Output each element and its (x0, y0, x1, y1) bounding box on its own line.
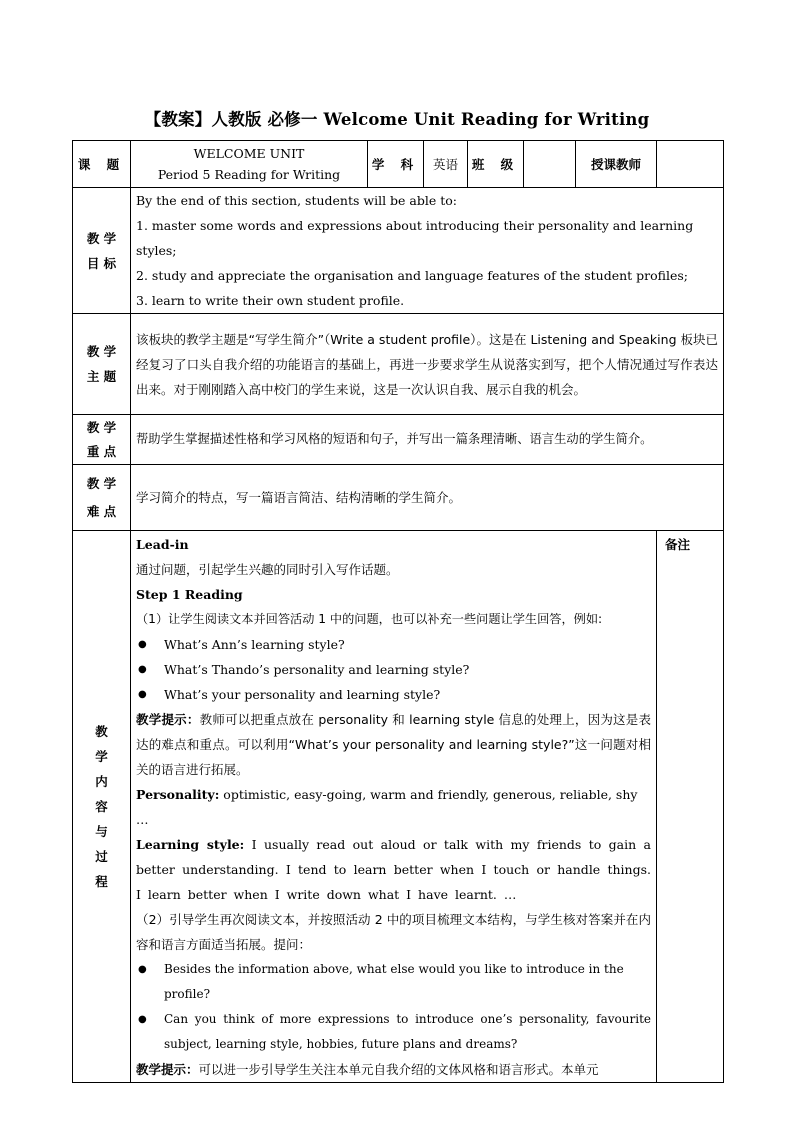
theme-row (73, 314, 724, 415)
topic-value (131, 141, 368, 188)
class-label: 班 级 (468, 141, 524, 188)
difficulties-content: 学习简介的特点，写一篇语言简洁、结构清晰的学生简介。 (131, 465, 724, 531)
teaching-tip-1 (136, 707, 651, 782)
question-item: ● What’s Ann’s learning style? (136, 632, 651, 657)
objective-line: 2. study and appreciate the organisation and language features of the student profiles; (136, 268, 688, 283)
personality-line: Personality: optimistic, easy-going, warm and friendly, generous, reliable, shy … (136, 787, 638, 827)
tip-text: 教师可以把重点放在 personality 和 learning style 信息的处理上，因为这是表达的难点和重点。可以利用“What’s your personality and learning style?”这一问题对相关的语言进行拓展。 (136, 712, 651, 777)
leadin-heading: Lead-in (136, 537, 189, 552)
tip-label: 教学提示： (136, 712, 200, 727)
subject-value: 英语 (424, 141, 468, 188)
leadin-text: 通过问题，引起学生兴趣的同时引入写作话题。 (136, 562, 399, 577)
teacher-value[interactable] (657, 141, 724, 188)
process-label: 教 学 内 容 与 过 程 (73, 531, 131, 1083)
question-item: ● What’s your personality and learning style? (136, 682, 651, 707)
key-points-label: 教 学 重 点 (73, 415, 131, 465)
key-points-row (73, 415, 724, 465)
notes-column: 备注 (657, 531, 724, 1083)
step1-item1: （1）让学生阅读文本并回答活动 1 中的问题，也可以补充一些问题让学生回答，例如: (136, 612, 603, 626)
difficulties-row (73, 465, 724, 531)
objectives-row (73, 188, 724, 314)
class-value[interactable] (524, 141, 576, 188)
header-row (73, 141, 724, 188)
teaching-tip-2: 教学提示：可以进一步引导学生关注本单元自我介绍的文体风格和语言形式。本单元 (136, 1062, 599, 1077)
objective-line: 3. learn to write their own student profile. (136, 293, 405, 308)
theme-label: 教 学 主 题 (73, 314, 131, 415)
step1-heading: Step 1 Reading (136, 587, 243, 602)
subject-label: 学 科 (368, 141, 424, 188)
step1-item2: （2）引导学生再次阅读文本，并按照活动 2 中的项目梳理文本结构，与学生核对答案并在内容和语言方面适当拓展。提问： (136, 912, 651, 952)
topic-label: 课 题 (73, 141, 131, 188)
lesson-plan-table (72, 140, 724, 1083)
theme-content: 该板块的教学主题是“写学生简介”（Write a student profile）。这是在 Listening and Speaking 板块已经复习了口头自我介绍的功能语言的基础上，再进一步要求学生从说落实到写，把个人情况通过写作表达出来。对于刚刚踏入高中校门的学生来说，这是一次认识自我、展示自我的机会。 (131, 314, 724, 415)
learning-style-line: Learning style: I usually read out aloud or talk with my friends to gain a better understanding. I tend to learn better when I touch or handle things. I learn better when I write down what I have learnt. … (136, 837, 651, 902)
question-item: ● What’s Thando’s personality and learning style? (136, 657, 651, 682)
teacher-label: 授课教师 (576, 141, 657, 188)
objective-line: 1. master some words and expressions about introducing their personality and learning styles; (136, 218, 694, 258)
objective-line: By the end of this section, students will be able to: (136, 193, 458, 208)
process-row (73, 531, 724, 1083)
difficulties-label: 教 学 难 点 (73, 465, 131, 531)
objectives-content (131, 188, 724, 314)
objectives-label: 教 学 目 标 (73, 188, 131, 314)
question-item: ● Can you think of more expressions to introduce one’s personality, favourite subject, learning style, hobbies, future plans and dreams? (136, 1007, 651, 1057)
period-title: Period 5 Reading for Writing (157, 167, 341, 182)
unit-title: WELCOME UNIT (193, 146, 305, 161)
process-content (131, 531, 657, 1083)
question-item: ● Besides the information above, what else would you like to introduce in the profile? (136, 957, 651, 1007)
key-points-content: 帮助学生掌握描述性格和学习风格的短语和句子，并写出一篇条理清晰、语言生动的学生简介。 (131, 415, 724, 465)
document-title: 【教案】人教版 必修一 Welcome Unit Reading for Writing (144, 110, 650, 129)
